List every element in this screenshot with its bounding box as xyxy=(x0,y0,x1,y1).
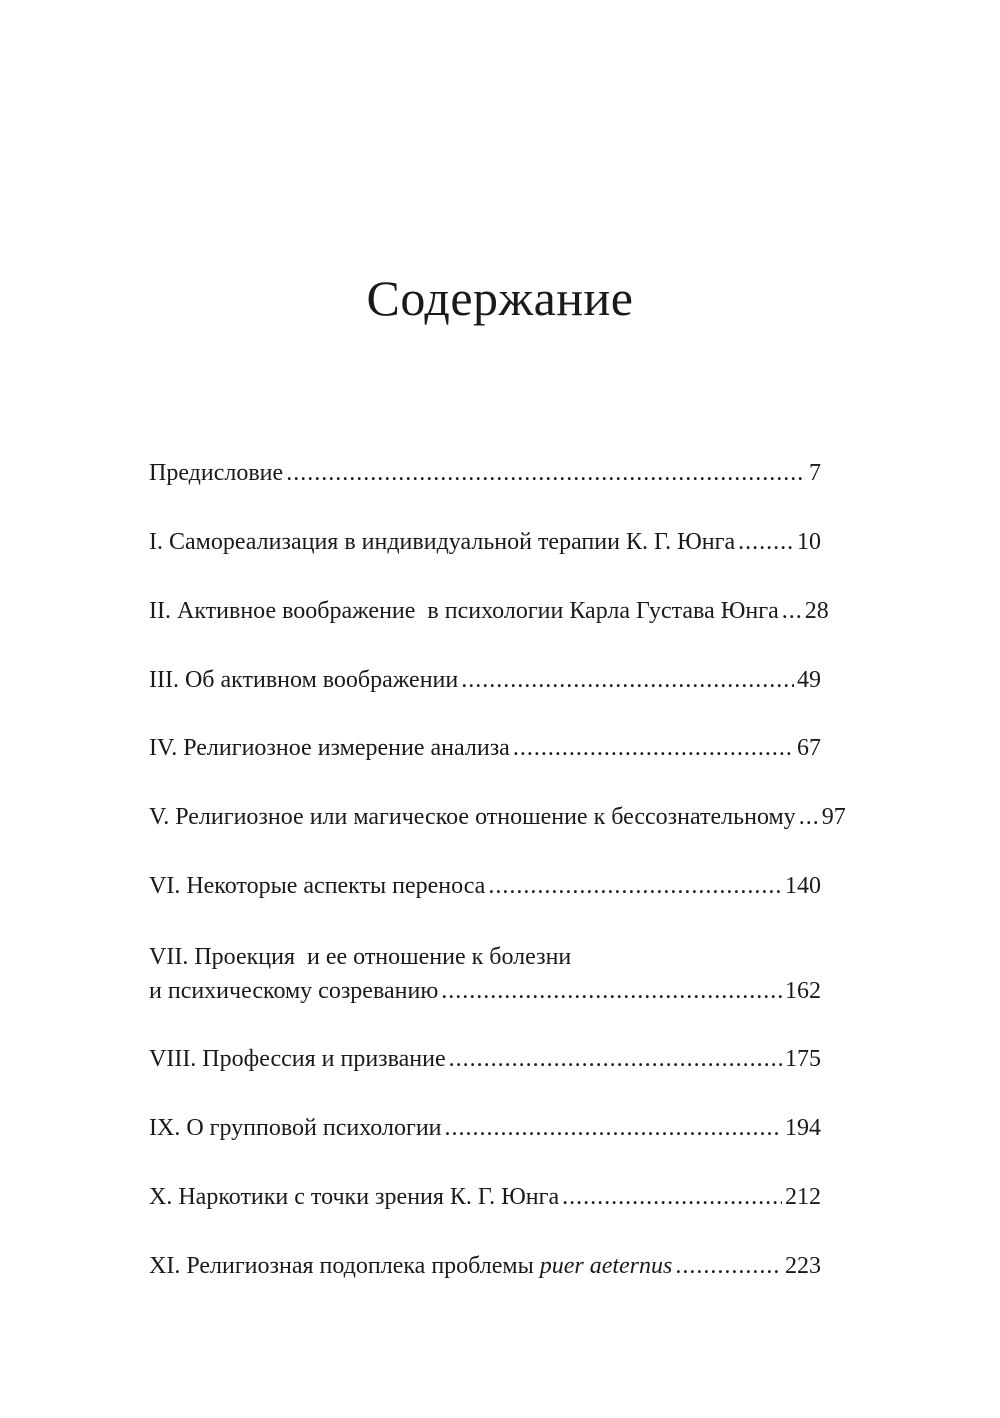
toc-entry-page: 28 xyxy=(804,598,829,624)
toc-entry-title: IX. О групповой психологии xyxy=(149,1115,442,1141)
dot-leader xyxy=(461,663,794,697)
toc-entry-page: 97 xyxy=(821,804,846,830)
dot-leader xyxy=(782,594,802,628)
dot-leader xyxy=(445,1111,783,1145)
toc-entry-title: II. Активное воображение в психологии Карла Густава Юнга xyxy=(149,598,779,624)
toc-entry-title: III. Об активном воображении xyxy=(149,667,459,693)
toc-entry-chapter-8[interactable] xyxy=(149,1042,821,1076)
toc-entry-page: 10 xyxy=(797,529,821,555)
toc-entry-chapter-5[interactable] xyxy=(149,800,846,834)
toc-entry-chapter-3[interactable] xyxy=(149,663,821,697)
toc-entry-chapter-10[interactable] xyxy=(149,1180,821,1214)
toc-entry-title: VIII. Профессия и призвание xyxy=(149,1046,446,1072)
toc-entry-title-line-1: VII. Проекция и ее отношение к болезни xyxy=(149,944,572,970)
toc-entry-title-text: XI. Религиозная подоплека проблемы xyxy=(149,1253,540,1279)
dot-leader xyxy=(488,869,782,903)
dot-leader xyxy=(449,1042,782,1076)
dot-leader xyxy=(562,1180,782,1214)
page-title: Содержание xyxy=(366,270,634,326)
toc-entry-title: X. Наркотики с точки зрения К. Г. Юнга xyxy=(149,1184,560,1210)
toc-entry-title: V. Религиозное или магическое отношение к бессознательному xyxy=(149,804,796,830)
toc-entry-chapter-7[interactable] xyxy=(149,940,821,1008)
dot-leader xyxy=(286,456,806,490)
toc-entry-page: 175 xyxy=(785,1046,821,1072)
dot-leader xyxy=(513,731,794,765)
toc-entry-page: 140 xyxy=(785,873,821,899)
toc-entry-title: Предисловие xyxy=(149,460,284,486)
toc-entry-page: 49 xyxy=(797,667,821,693)
toc-entry-title: VI. Некоторые аспекты переноса xyxy=(149,873,486,899)
toc-entry-page: 223 xyxy=(785,1253,821,1279)
dot-leader xyxy=(675,1249,782,1283)
toc-entry-page: 194 xyxy=(785,1115,821,1141)
toc-entry-title: IV. Религиозное измерение анализа xyxy=(149,735,510,761)
toc-entry-page: 67 xyxy=(797,735,821,761)
dot-leader xyxy=(799,800,819,834)
toc-entry-chapter-4[interactable] xyxy=(149,731,821,765)
toc-entry-chapter-9[interactable] xyxy=(149,1111,821,1145)
toc-entry-title xyxy=(149,1249,672,1283)
toc-entry-page: 162 xyxy=(785,978,821,1004)
toc-entry-chapter-1[interactable] xyxy=(149,525,821,559)
toc-entry-chapter-6[interactable] xyxy=(149,869,821,903)
table-of-contents xyxy=(149,0,846,1418)
dot-leader xyxy=(738,525,794,559)
toc-entry-preface[interactable] xyxy=(149,456,821,490)
toc-entry-title: и психическому созреванию xyxy=(149,978,439,1004)
toc-entry-page: 212 xyxy=(785,1184,821,1210)
toc-entry-chapter-11[interactable] xyxy=(149,1249,821,1283)
toc-entry-title-italic: puer aeternus xyxy=(539,1253,673,1279)
toc-entry-page: 7 xyxy=(809,460,821,486)
toc-entry-title: I. Самореализация в индивидуальной терапии К. Г. Юнга xyxy=(149,529,736,555)
toc-entry-chapter-2[interactable] xyxy=(149,594,829,628)
dot-leader xyxy=(441,974,782,1008)
